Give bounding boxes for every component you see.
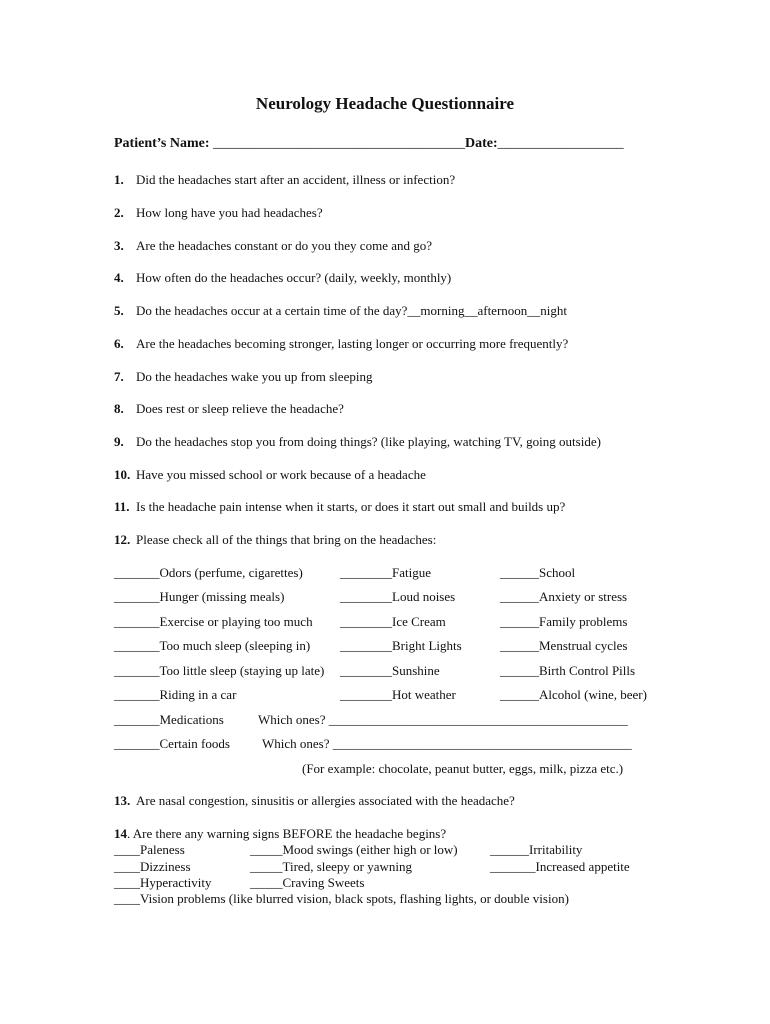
question-number: 4. bbox=[114, 270, 124, 285]
trigger-row bbox=[0, 638, 770, 658]
trigger-item[interactable]: ________Hot weather bbox=[340, 687, 456, 702]
trigger-row bbox=[0, 663, 770, 683]
question-text: Please check all of the things that bring on the headaches: bbox=[136, 532, 437, 547]
question-text: Do the headaches stop you from doing things? (like playing, watching TV, going outside) bbox=[136, 434, 601, 449]
question-text: Did the headaches start after an accident, illness or infection? bbox=[136, 172, 456, 187]
trigger-item[interactable]: ________Bright Lights bbox=[340, 638, 462, 653]
warning-item[interactable]: ______Irritability bbox=[490, 842, 583, 857]
question-number: 14 bbox=[114, 826, 127, 841]
question-9 bbox=[114, 434, 601, 450]
question-number: 12. bbox=[114, 532, 131, 547]
question-text: Do the headaches wake you up from sleeping bbox=[136, 369, 373, 384]
question-number: 11. bbox=[114, 499, 130, 514]
question-text: Are nasal congestion, sinusitis or allergies associated with the headache? bbox=[136, 793, 515, 808]
trigger-item[interactable]: ________Sunshine bbox=[340, 663, 440, 678]
trigger-item[interactable]: ________Ice Cream bbox=[340, 614, 446, 629]
warning-item[interactable]: _____Mood swings (either high or low) bbox=[250, 842, 458, 857]
question-text: Is the headache pain intense when it starts, or does it start out small and builds up? bbox=[136, 499, 566, 514]
warning-item[interactable]: _____Tired, sleepy or yawning bbox=[250, 859, 413, 874]
question-11 bbox=[114, 499, 565, 515]
trigger-item[interactable]: ______School bbox=[500, 565, 576, 580]
trigger-item[interactable]: _______Odors (perfume, cigarettes) bbox=[114, 565, 303, 580]
trigger-item[interactable]: ______Menstrual cycles bbox=[500, 638, 628, 653]
question-12 bbox=[114, 532, 436, 548]
question-number: 8. bbox=[114, 401, 124, 416]
patient-line bbox=[114, 136, 624, 152]
question-13 bbox=[114, 793, 515, 809]
question-text: How long have you had headaches? bbox=[136, 205, 323, 220]
trigger-row bbox=[0, 614, 770, 634]
question-text: How often do the headaches occur? (daily, weekly, monthly) bbox=[136, 270, 452, 285]
trigger-item[interactable]: _______Exercise or playing too much bbox=[114, 614, 313, 629]
warning-item[interactable]: ____Hyperactivity bbox=[114, 875, 212, 890]
warning-item[interactable]: ____Dizziness bbox=[114, 859, 191, 874]
question-number: 10. bbox=[114, 467, 131, 482]
question-text: Does rest or sleep relieve the headache? bbox=[136, 401, 344, 416]
certain-foods-row bbox=[0, 736, 770, 756]
trigger-item[interactable]: _______Riding in a car bbox=[114, 687, 237, 702]
trigger-item[interactable]: _______Hunger (missing meals) bbox=[114, 589, 285, 604]
trigger-item[interactable]: _______Too much sleep (sleeping in) bbox=[114, 638, 311, 653]
trigger-item[interactable]: ______Anxiety or stress bbox=[500, 589, 628, 604]
trigger-item[interactable]: ______Birth Control Pills bbox=[500, 663, 636, 678]
certain-foods-which-field[interactable]: Which ones? ______________________________________________ bbox=[262, 736, 632, 751]
question-text: . Are there any warning signs BEFORE the headache begins? bbox=[127, 826, 447, 841]
question-6 bbox=[114, 336, 568, 352]
date-blank[interactable]: __________________ bbox=[497, 136, 624, 151]
question-3 bbox=[114, 238, 432, 254]
question-14 bbox=[114, 826, 446, 842]
question-text: Are the headaches becoming stronger, lasting longer or occurring more frequently? bbox=[136, 336, 569, 351]
certain-foods-item[interactable]: _______Certain foods bbox=[114, 736, 230, 751]
trigger-row bbox=[0, 565, 770, 585]
question-2 bbox=[114, 205, 323, 221]
trigger-item[interactable]: ______Alcohol (wine, beer) bbox=[500, 687, 647, 702]
medications-which-field[interactable]: Which ones? ______________________________________________ bbox=[258, 712, 628, 727]
trigger-item[interactable]: ______Family problems bbox=[500, 614, 628, 629]
question-number: 9. bbox=[114, 434, 124, 449]
question-number: 7. bbox=[114, 369, 124, 384]
warning-item[interactable]: _______Increased appetite bbox=[490, 859, 630, 874]
warning-item[interactable]: _____Craving Sweets bbox=[250, 875, 365, 890]
trigger-row bbox=[0, 687, 770, 707]
trigger-row bbox=[0, 589, 770, 609]
question-1 bbox=[114, 172, 455, 188]
question-number: 3. bbox=[114, 238, 124, 253]
vision-problems-item[interactable]: ____Vision problems (like blurred vision, black spots, flashing lights, or double vision) bbox=[114, 891, 569, 906]
question-text: Do the headaches occur at a certain time of the day?__morning__afternoon__night bbox=[136, 303, 568, 318]
question-4 bbox=[114, 270, 451, 286]
patient-name-blank[interactable]: ____________________________________ bbox=[213, 136, 466, 151]
question-text: Have you missed school or work because of a headache bbox=[136, 467, 426, 482]
question-8 bbox=[114, 401, 344, 417]
question-5 bbox=[114, 303, 567, 319]
trigger-item[interactable]: ________Fatigue bbox=[340, 565, 431, 580]
date-label: Date: bbox=[465, 136, 498, 151]
question-text: Are the headaches constant or do you they come and go? bbox=[136, 238, 433, 253]
warning-item[interactable]: ____Paleness bbox=[114, 842, 185, 857]
question-number: 1. bbox=[114, 172, 124, 187]
question-7 bbox=[114, 369, 372, 385]
trigger-item[interactable]: _______Too little sleep (staying up late) bbox=[114, 663, 325, 678]
question-number: 6. bbox=[114, 336, 124, 351]
medications-item[interactable]: _______Medications bbox=[114, 712, 224, 727]
patient-name-label: Patient’s Name: bbox=[114, 136, 214, 151]
question-number: 13. bbox=[114, 793, 131, 808]
example-note: (For example: chocolate, peanut butter, eggs, milk, pizza etc.) bbox=[302, 761, 624, 776]
medications-row bbox=[0, 712, 770, 732]
question-number: 2. bbox=[114, 205, 124, 220]
page-title: Neurology Headache Questionnaire bbox=[255, 94, 515, 113]
question-number: 5. bbox=[114, 303, 124, 318]
trigger-item[interactable]: ________Loud noises bbox=[340, 589, 456, 604]
question-10 bbox=[114, 467, 426, 483]
